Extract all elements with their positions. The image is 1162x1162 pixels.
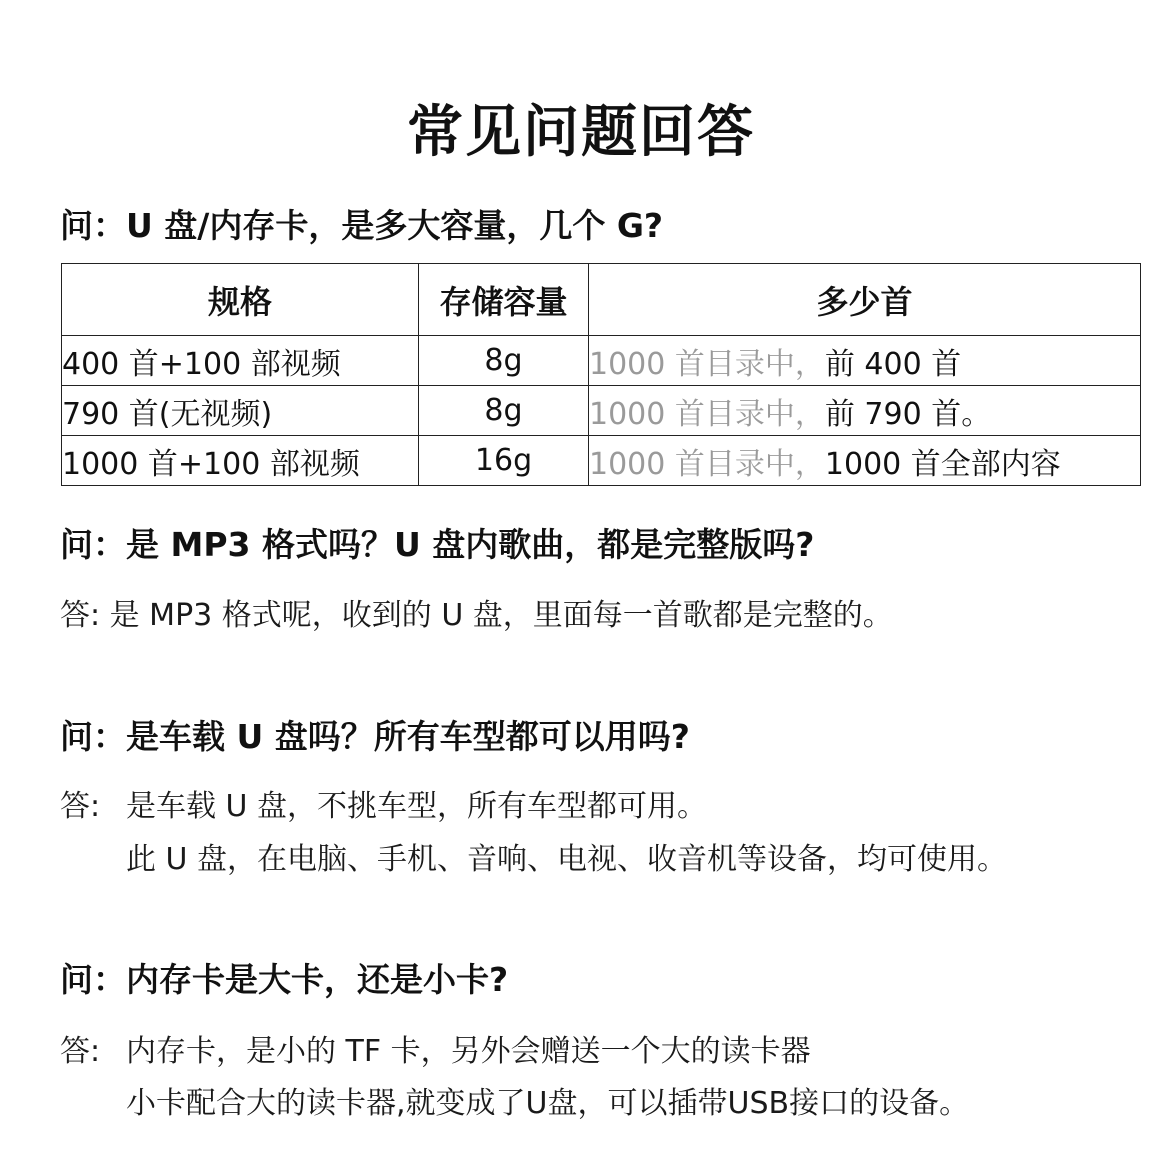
- answer-prefix: 答:: [60, 1034, 101, 1069]
- cell-spec: 790 首(无视频): [62, 386, 419, 436]
- table-header-row: [62, 264, 1141, 336]
- answer-format: 答: 是 MP3 格式呢，收到的 U 盘，里面每一首歌都是完整的。: [60, 598, 893, 633]
- table-row: [62, 436, 1141, 486]
- cell-song-count: [589, 436, 1141, 486]
- cell-catalog: 1000 首目录中，: [589, 446, 825, 482]
- question-capacity: 问：U 盘/内存卡，是多大容量，几个 G?: [60, 206, 664, 245]
- header-capacity: 存储容量: [419, 264, 589, 336]
- answer-prefix: 答:: [60, 789, 101, 824]
- cell-capacity: 8g: [419, 336, 589, 386]
- answer-card-size: [60, 1032, 811, 1072]
- cell-song-count: [589, 336, 1141, 386]
- cell-capacity: 8g: [419, 386, 589, 436]
- question-car-usb: 问：是车载 U 盘吗？所有车型都可以用吗?: [60, 717, 690, 756]
- spec-table: [61, 263, 1141, 486]
- cell-catalog: 1000 首目录中，: [589, 346, 825, 382]
- table-row: [62, 386, 1141, 436]
- question-card-size: 问：内存卡是大卡，还是小卡?: [60, 960, 509, 999]
- cell-catalog: 1000 首目录中，: [589, 396, 825, 432]
- page-title: 常见问题回答: [407, 100, 755, 165]
- answer-car-usb: [60, 787, 708, 827]
- answer-line: 是车载 U 盘，不挑车型，所有车型都可用。: [126, 789, 708, 824]
- question-format: 问：是 MP3 格式吗？U 盘内歌曲，都是完整版吗?: [60, 525, 815, 564]
- answer-line: 小卡配合大的读卡器,就变成了U盘，可以插带USB接口的设备。: [126, 1086, 970, 1121]
- cell-count: 1000 首全部内容: [824, 446, 1061, 482]
- cell-song-count: [589, 386, 1141, 436]
- table-row: [62, 336, 1141, 386]
- header-song-count: 多少首: [589, 264, 1141, 336]
- cell-spec: 1000 首+100 部视频: [62, 436, 419, 486]
- cell-spec: 400 首+100 部视频: [62, 336, 419, 386]
- answer-line: 此 U 盘，在电脑、手机、音响、电视、收音机等设备，均可使用。: [126, 842, 1008, 877]
- header-spec: 规格: [62, 264, 419, 336]
- cell-capacity: 16g: [419, 436, 589, 486]
- answer-line: 内存卡，是小的 TF 卡，另外会赠送一个大的读卡器: [126, 1034, 811, 1069]
- cell-count: 前 400 首: [824, 346, 962, 382]
- cell-count: 前 790 首。: [824, 396, 992, 432]
